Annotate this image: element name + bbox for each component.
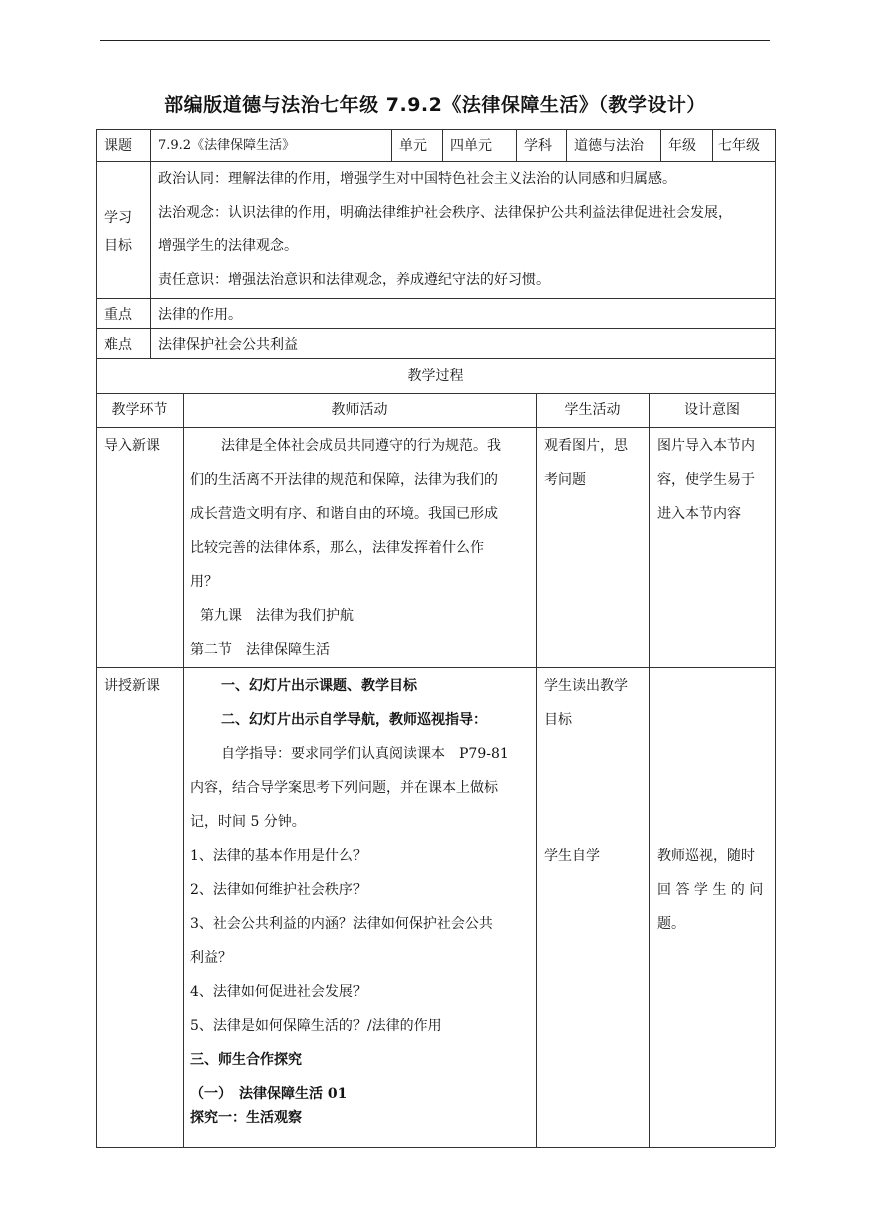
objectives-label-line2: 目标 [104,238,132,254]
subject-value: 道德与法治 [574,138,644,154]
key-point-value: 法律的作用。 [158,307,242,323]
objectives-label-line1: 学习 [104,210,132,226]
process-heading: 教学过程 [407,368,464,384]
header-student: 学生活动 [564,402,621,418]
text-line: 题。 [657,916,685,932]
text-line: 探究一：生活观察 [190,1110,302,1126]
text-line: 们的生活离不开法律的规范和保障，法律为我们的 [190,472,498,488]
lecture-student-activity-1 [544,676,628,744]
text-line: 3、社会公共利益的内涵？法律如何保护社会公共 [190,916,493,932]
objective-responsibility: 责任意识：增强法治意识和法律观念，养成遵纪守法的好习惯。 [158,272,550,288]
unit-value: 四单元 [450,138,492,154]
text-line: 观看图片，思 [544,438,628,454]
lecture-teacher-activity [190,676,509,1142]
header-teacher: 教师活动 [331,402,388,418]
text-line: 考问题 [544,472,586,488]
text-line: 法律是全体社会成员共同遵守的行为规范。我 [221,438,501,454]
text-line: 学生读出教学 [544,678,628,694]
text-line: 一、幻灯片出示课题、教学目标 [221,678,417,694]
text-line: 图片导入本节内 [657,438,755,454]
text-line: 三、师生合作探究 [190,1052,302,1068]
grade-value: 七年级 [718,138,760,154]
header-rule [100,40,770,41]
unit-label: 单元 [399,138,427,154]
text-line: 利益？ [190,950,232,966]
text-line: 成长营造文明有序、和谐自由的环境。我国已形成 [190,506,498,522]
lecture-stage: 讲授新课 [104,678,160,694]
objective-legal-concept: 法治观念：认识法律的作用，明确法律维护社会秩序、法律保护公共利益法律促进社会发展， [158,205,732,221]
key-point-label: 重点 [104,307,132,323]
grade-label: 年级 [668,138,696,154]
difficulty-value: 法律保护社会公共利益 [158,337,298,353]
text-line: 比较完善的法律体系，那么，法律发挥着什么作 [190,540,484,556]
text-line: 5、法律是如何保障生活的？/法律的作用 [190,1018,442,1034]
objective-legal-concept-cont: 增强学生的法律观念。 [158,238,298,254]
text-line: （一） 法律保障生活 01 [190,1086,348,1102]
text-line: 2、法律如何维护社会秩序？ [190,882,367,898]
text-line: 二、幻灯片出示自学导航，教师巡视指导： [221,712,487,728]
text-line: 容，使学生易于 [657,472,755,488]
lesson-value: 7.9.2《法律保障生活》 [158,138,296,153]
text-line: 学生自学 [544,848,600,864]
intro-design-intent [657,436,755,538]
text-line: 回 答 学 生 的 问 [657,882,764,898]
text-line: 进入本节内容 [657,506,741,522]
subject-label: 学科 [524,138,552,154]
text-line: 目标 [544,712,572,728]
document-title: 部编版道德与法治七年级 7.9.2《法律保障生活》（教学设计） [164,94,706,116]
intro-stage: 导入新课 [104,438,160,454]
lesson-label: 课题 [104,138,132,154]
text-line: 教师巡视，随时 [657,848,755,864]
difficulty-label: 难点 [104,337,132,353]
text-line: 第九课 法律为我们护航 [200,608,354,624]
lecture-student-activity-2 [544,846,600,880]
header-stage: 教学环节 [111,402,168,418]
text-line: 4、法律如何促进社会发展？ [190,984,367,1000]
text-line: 1、法律的基本作用是什么？ [190,848,367,864]
text-line: 用？ [190,574,218,590]
text-line: 自学指导：要求同学们认真阅读课本 P79-81 [221,746,509,762]
intro-student-activity [544,436,628,504]
text-line: 第二节 法律保障生活 [190,642,330,658]
text-line: 记，时间 5 分钟。 [190,814,306,830]
header-intent: 设计意图 [684,402,740,418]
text-line: 内容，结合导学案思考下列问题，并在课本上做标 [190,780,498,796]
lecture-design-intent [657,846,763,948]
intro-teacher-activity [190,436,501,674]
objective-political: 政治认同：理解法律的作用，增强学生对中国特色社会主义法治的认同感和归属感。 [158,171,676,187]
